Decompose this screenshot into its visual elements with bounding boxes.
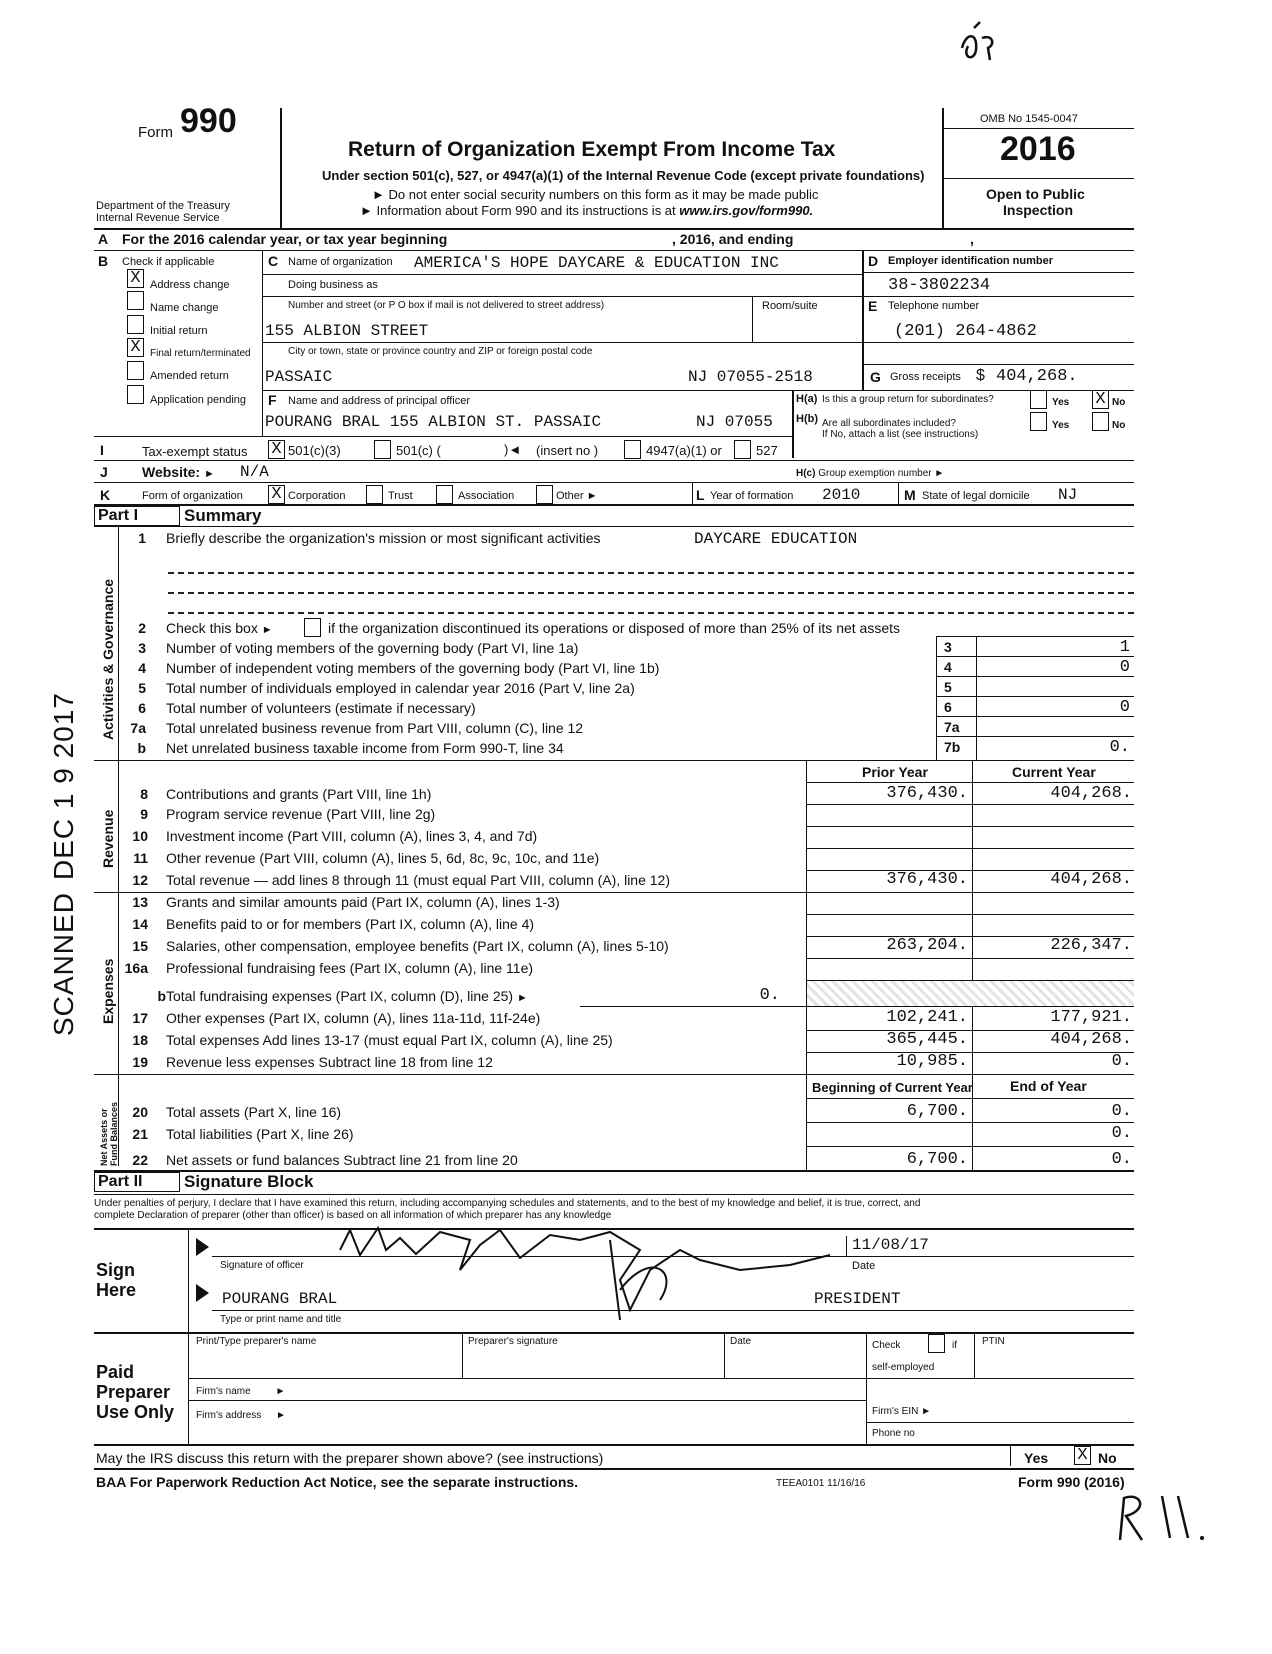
side-label-rev: Revenue <box>100 809 116 868</box>
row-a-text: For the 2016 calendar year, or tax year beginning <box>122 231 448 247</box>
501c-close: )◄ <box>504 442 522 457</box>
hc-text: H(c) Group exemption number ► <box>796 468 945 479</box>
line-14-num: 14 <box>132 916 148 932</box>
col-end-year: End of Year <box>1010 1078 1087 1094</box>
initial-return-checkbox[interactable] <box>127 315 144 334</box>
signature-officer-label: Signature of officer <box>220 1260 304 1271</box>
col-prior-year: Prior Year <box>862 764 928 780</box>
discuss-no-label: No <box>1098 1450 1117 1466</box>
line-3-num: 3 <box>138 640 146 656</box>
527-checkbox[interactable] <box>734 440 751 459</box>
discuss-question: May the IRS discuss this return with the preparer shown above? (see instructions) <box>96 1450 604 1466</box>
other-label: Other ► <box>556 490 598 502</box>
line-1-value: DAYCARE EDUCATION <box>694 530 858 548</box>
initial-return-label: Initial return <box>150 325 208 337</box>
line-7a-text: Total unrelated business revenue from Part VIII, column (C), line 12 <box>166 720 584 736</box>
name-arrow-icon <box>196 1284 209 1302</box>
line-18-num: 18 <box>132 1032 148 1048</box>
line-9-text: Program service revenue (Part VIII, line 2g) <box>166 806 436 822</box>
firm-address-label: Firm's address ► <box>196 1410 286 1421</box>
part2-tab: Part II <box>94 1172 180 1192</box>
part1-tab: Part I <box>94 506 180 526</box>
website-label: Website: ► <box>142 464 215 480</box>
row-j-letter: J <box>100 464 108 480</box>
paid-label-3: Use Only <box>96 1402 175 1422</box>
footer-paperwork-notice: BAA For Paperwork Reduction Act Notice, see the separate instructions. <box>96 1474 579 1490</box>
line-10-num: 10 <box>132 828 148 844</box>
line-7b-num: b <box>137 740 146 756</box>
scanned-stamp: SCANNED <box>48 892 79 1036</box>
row-a-comma: , <box>970 231 974 247</box>
ssn-notice: ► Do not enter social security numbers on this form as it may be made public <box>372 187 819 202</box>
corporation-label: Corporation <box>288 490 346 502</box>
line-12-prior: 376,430. <box>886 870 968 889</box>
hb-yes-checkbox[interactable] <box>1030 412 1047 431</box>
declaration-line1: Under penalties of perjury, I declare that I have examined this return, including accompanying schedules and statements, and to the best of my knowledge and belief, it is true, correct, and <box>94 1198 921 1209</box>
side-label-net1: Net Assets or <box>99 1108 109 1166</box>
insert-no-label: (insert no ) <box>536 443 599 458</box>
line-3-box: 3 <box>944 639 952 655</box>
line-7b-text: Net unrelated business taxable income from Form 990-T, line 34 <box>166 740 564 756</box>
paid-label-2: Preparer <box>96 1382 171 1402</box>
line-13-text: Grants and similar amounts paid (Part IX, column (A), lines 1-3) <box>166 894 560 910</box>
city-value: PASSAIC <box>265 368 333 386</box>
form-subtitle: Under section 501(c), 527, or 4947(a)(1) of the Internal Revenue Code (except private foundations) <box>322 168 925 183</box>
irs-link[interactable]: www.irs.gov/form990. <box>679 203 814 218</box>
final-return-label: Final return/terminated <box>150 348 251 359</box>
if-label: if <box>952 1340 957 1351</box>
col-beginning-year: Beginning of Current Year <box>812 1080 973 1095</box>
form-of-org-label: Form of organization <box>142 490 243 502</box>
arrow-right-icon: ► <box>372 187 385 202</box>
application-pending-label: Application pending <box>150 394 247 406</box>
footer-code: TEEA0101 11/16/16 <box>776 1478 866 1489</box>
501c-label: 501(c) ( <box>396 443 441 458</box>
ha-no-checkbox[interactable]: X <box>1092 390 1109 409</box>
officer-label: Name and address of principal officer <box>288 395 471 407</box>
line-5-text: Total number of individuals employed in calendar year 2016 (Part V, line 2a) <box>166 680 635 696</box>
hb-label: H(b) <box>796 413 818 425</box>
info-notice: ► Information about Form 990 and its instructions is at www.irs.gov/form990. <box>360 203 814 218</box>
amended-return-checkbox[interactable] <box>127 361 144 380</box>
line-17-num: 17 <box>132 1010 148 1026</box>
officer-signature <box>320 1210 840 1330</box>
line-11-text: Other revenue (Part VIII, column (A), lines 5, 6d, 8c, 9c, 10c, and 11e) <box>166 850 600 866</box>
preparer-date-label: Date <box>730 1336 752 1347</box>
self-employed-label: self-employed <box>872 1362 935 1373</box>
line-8-text: Contributions and grants (Part VIII, line 1h) <box>166 786 432 802</box>
section-b-label: Check if applicable <box>122 256 215 268</box>
line-3-text: Number of voting members of the governing body (Part VI, line 1a) <box>166 640 579 656</box>
line-7a-box: 7a <box>944 719 960 735</box>
line-17-current: 177,921. <box>1050 1008 1132 1027</box>
officer-title-value: PRESIDENT <box>814 1290 901 1308</box>
section-b-letter: B <box>98 253 109 269</box>
row-a-middle: , 2016, and ending <box>672 231 794 247</box>
line-4-num: 4 <box>138 660 146 676</box>
phone-label: Telephone number <box>888 300 980 312</box>
ein-label: Employer identification number <box>888 255 1054 267</box>
line-19-text: Revenue less expenses Subtract line 18 from line 12 <box>166 1054 493 1070</box>
trust-label: Trust <box>388 490 413 502</box>
line-8-prior: 376,430. <box>886 784 968 803</box>
line-6-num: 6 <box>138 700 146 716</box>
line-6-text: Total number of volunteers (estimate if necessary) <box>166 700 476 716</box>
handwritten-mark-bottom <box>1112 1488 1212 1548</box>
section-d-letter: D <box>868 253 879 269</box>
discuss-yes-label: Yes <box>1024 1450 1049 1466</box>
line-6-value: 0 <box>1119 698 1130 717</box>
final-return-checkbox[interactable]: X <box>127 338 144 357</box>
arrow-right-icon: ► <box>203 468 215 480</box>
side-label-net2: Fund Balances <box>109 1101 119 1166</box>
application-pending-checkbox[interactable] <box>127 385 144 404</box>
line-7b-box: 7b <box>944 739 961 755</box>
line-17-prior: 102,241. <box>886 1008 968 1027</box>
self-employed-checkbox[interactable] <box>928 1334 945 1353</box>
formation-label: Year of formation <box>710 490 794 502</box>
tax-year: 2016 <box>1000 130 1076 168</box>
line-5-box: 5 <box>944 679 952 695</box>
line-20-prior: 6,700. <box>906 1102 968 1121</box>
city-label: City or town, state or province country and ZIP or foreign postal code <box>288 346 593 357</box>
ha-text: Is this a group return for subordinates? <box>822 394 994 405</box>
association-checkbox[interactable] <box>436 485 453 504</box>
sign-date-value: 11/08/17 <box>852 1236 929 1254</box>
line-2-checkbox[interactable] <box>304 618 321 637</box>
line-12-num: 12 <box>132 872 148 888</box>
tax-exempt-label: Tax-exempt status <box>142 444 248 459</box>
formation-value: 2010 <box>822 486 861 504</box>
arrow-right-icon: ► <box>516 992 528 1004</box>
line-15-current: 226,347. <box>1050 936 1132 955</box>
line-15-text: Salaries, other compensation, employee benefits (Part IX, column (A), lines 5-10) <box>166 938 669 954</box>
sign-arrow-icon <box>196 1238 209 1256</box>
line-10-text: Investment income (Part VIII, column (A), lines 3, 4, and 7d) <box>166 828 538 844</box>
part2-title: Signature Block <box>184 1172 314 1191</box>
street-label: Number and street (or P O box if mail is not delivered to street address) <box>288 300 605 311</box>
501c3-checkbox[interactable]: X <box>268 440 285 459</box>
line-4-text: Number of independent voting members of the governing body (Part VI, line 1b) <box>166 660 660 676</box>
line-18-current: 404,268. <box>1050 1030 1132 1049</box>
website-value: N/A <box>240 463 269 481</box>
line-16a-text: Professional fundraising fees (Part IX, column (A), line 11e) <box>166 960 534 976</box>
527-label: 527 <box>756 443 778 458</box>
line-2-num: 2 <box>138 620 146 636</box>
row-a-letter: A <box>98 231 109 247</box>
arrow-right-icon: ► <box>360 203 373 218</box>
section-c-letter: C <box>268 253 279 269</box>
line-8-current: 404,268. <box>1050 784 1132 803</box>
line-4-value: 0 <box>1119 658 1130 677</box>
line-15-prior: 263,204. <box>886 936 968 955</box>
sign-label-2: Here <box>96 1280 137 1300</box>
sign-label-1: Sign <box>96 1260 135 1280</box>
arrow-right-icon: ► <box>921 1406 932 1417</box>
side-label-gov: Activities & Governance <box>100 578 116 740</box>
line-2-text-a: Check this box ► <box>166 620 273 636</box>
preparer-name-label: Print/Type preparer's name <box>196 1336 317 1347</box>
ha-no-label: No <box>1112 397 1126 408</box>
ein-value: 38-3802234 <box>888 276 991 295</box>
row-k-letter: K <box>100 487 111 503</box>
footer-form-ref: Form 990 (2016) <box>1018 1474 1125 1490</box>
hb-no-label: No <box>1112 420 1126 431</box>
scanned-date-stamp: DEC 1 9 2017 <box>48 692 79 880</box>
org-name-label: Name of organization <box>288 256 393 268</box>
form-title: Return of Organization Exempt From Income Tax <box>348 138 836 161</box>
gross-receipts-currency: $ <box>976 367 985 384</box>
corporation-checkbox[interactable]: X <box>268 485 285 504</box>
hb-yes-label: Yes <box>1052 420 1070 431</box>
arrow-right-icon: ► <box>934 468 945 479</box>
line-13-num: 13 <box>132 894 148 910</box>
line-21-current: 0. <box>1111 1124 1132 1143</box>
check-label: Check <box>872 1340 901 1351</box>
dba-label: Doing business as <box>288 279 378 291</box>
state-zip-value: NJ 07055-2518 <box>688 368 813 386</box>
line-12-text: Total revenue — add lines 8 through 11 (must equal Part VIII, column (A), line 12) <box>166 872 670 888</box>
address-change-label: Address change <box>150 279 230 291</box>
line-3-value: 1 <box>1119 638 1130 657</box>
4947-label: 4947(a)(1) or <box>646 443 722 458</box>
discuss-no-checkbox[interactable]: X <box>1074 1446 1091 1465</box>
line-14-text: Benefits paid to or for members (Part IX, column (A), line 4) <box>166 916 535 932</box>
irs-name: Internal Revenue Service <box>96 212 220 224</box>
section-g-letter: G <box>870 369 881 385</box>
gross-receipts-value: 404,268. <box>996 367 1078 386</box>
line-21-num: 21 <box>132 1126 148 1142</box>
line-1-num: 1 <box>138 530 146 546</box>
officer-state-zip: NJ 07055 <box>696 413 773 431</box>
hb-no-checkbox[interactable] <box>1092 412 1109 431</box>
address-change-checkbox[interactable]: X <box>127 269 144 288</box>
arrow-right-icon: ► <box>261 624 273 636</box>
name-title-label: Type or print name and title <box>220 1314 342 1325</box>
firm-ein-label: Firm's EIN ► <box>872 1406 932 1417</box>
line-16b-num: b <box>157 988 166 1004</box>
501c3-label: 501(c)(3) <box>288 443 341 458</box>
line-16b-value: 0. <box>759 986 780 1005</box>
line-21-text: Total liabilities (Part X, line 26) <box>166 1126 354 1142</box>
section-e-letter: E <box>868 298 878 314</box>
arrow-right-icon: ► <box>586 490 598 502</box>
line-2-text-b: if the organization discontinued its operations or disposed of more than 25% of its net assets <box>328 620 901 636</box>
4947-checkbox[interactable] <box>624 440 641 459</box>
officer-value: POURANG BRAL 155 ALBION ST. PASSAIC <box>265 413 602 431</box>
line-20-num: 20 <box>132 1104 148 1120</box>
line-4-box: 4 <box>944 659 952 675</box>
line-9-num: 9 <box>140 806 148 822</box>
line-5-num: 5 <box>138 680 146 696</box>
line-22-prior: 6,700. <box>906 1150 968 1169</box>
open-public: Open to Public <box>986 186 1085 202</box>
col-current-year: Current Year <box>1012 764 1096 780</box>
name-change-label: Name change <box>150 302 219 314</box>
line-20-current: 0. <box>1111 1102 1132 1121</box>
line-7a-num: 7a <box>130 720 146 736</box>
line-18-prior: 365,445. <box>886 1030 968 1049</box>
line-20-text: Total assets (Part X, line 16) <box>166 1104 342 1120</box>
room-label: Room/suite <box>762 300 818 312</box>
trust-checkbox[interactable] <box>366 485 383 504</box>
line-12-current: 404,268. <box>1050 870 1132 889</box>
association-label: Association <box>458 490 515 502</box>
officer-name-value: POURANG BRAL <box>222 1290 338 1308</box>
line-17-text: Other expenses (Part IX, column (A), lines 11a-11d, 11f-24e) <box>166 1010 541 1026</box>
phone-value: (201) 264-4862 <box>894 322 1037 341</box>
side-label-exp: Expenses <box>100 958 116 1024</box>
row-i-letter: I <box>100 442 104 458</box>
preparer-signature-label: Preparer's signature <box>468 1336 558 1347</box>
part1-title: Summary <box>184 506 262 525</box>
line-19-prior: 10,985. <box>896 1052 968 1071</box>
ha-label: H(a) <box>796 393 818 405</box>
line-6-box: 6 <box>944 699 952 715</box>
shaded-cell <box>807 981 1134 1007</box>
declaration-line2: complete Declaration of preparer (other than officer) is based on all information of which preparer has any knowledge <box>94 1210 612 1221</box>
paid-label-1: Paid <box>96 1362 135 1382</box>
line-16a-num: 16a <box>124 960 148 976</box>
line-22-num: 22 <box>132 1152 148 1168</box>
handwritten-mark-top <box>952 18 1012 68</box>
501c-checkbox[interactable] <box>374 440 391 459</box>
arrow-right-icon: ► <box>276 1410 286 1421</box>
line-15-num: 15 <box>132 938 148 954</box>
line-22-text: Net assets or fund balances Subtract line 21 from line 20 <box>166 1152 518 1168</box>
ha-yes-label: Yes <box>1052 397 1070 408</box>
line-8-num: 8 <box>140 786 148 802</box>
form-prefix: Form <box>138 124 173 141</box>
domicile-value: NJ <box>1058 486 1078 504</box>
domicile-label: State of legal domicile <box>922 490 1030 502</box>
line-19-current: 0. <box>1111 1052 1132 1071</box>
line-18-text: Total expenses Add lines 13-17 (must equal Part IX, column (A), line 25) <box>166 1032 613 1048</box>
line-19-num: 19 <box>132 1054 148 1070</box>
phone-no-label: Phone no <box>872 1428 915 1439</box>
line-22-current: 0. <box>1111 1150 1132 1169</box>
form-number: 990 <box>180 102 237 140</box>
ptin-label: PTIN <box>982 1336 1005 1347</box>
gross-receipts-label: Gross receipts <box>890 371 961 383</box>
sign-date-label: Date <box>852 1260 876 1272</box>
line-11-num: 11 <box>133 850 148 866</box>
arrow-left-icon: ◄ <box>508 442 522 457</box>
omb-number: OMB No 1545-0047 <box>980 113 1078 125</box>
street-value: 155 ALBION STREET <box>265 322 429 340</box>
line-1-text: Briefly describe the organization's mission or most significant activities <box>166 530 601 546</box>
section-f-letter: F <box>268 392 277 408</box>
firm-name-label: Firm's name ► <box>196 1386 286 1397</box>
dept-treasury: Department of the Treasury <box>96 200 230 212</box>
org-name-value: AMERICA'S HOPE DAYCARE & EDUCATION INC <box>414 254 779 272</box>
hb-text2: If No, attach a list (see instructions) <box>822 429 979 440</box>
amended-return-label: Amended return <box>150 370 229 382</box>
line-7b-value: 0. <box>1109 738 1130 757</box>
name-change-checkbox[interactable] <box>127 291 144 310</box>
line-16b-text: Total fundraising expenses (Part IX, column (D), line 25) ► <box>166 988 528 1004</box>
inspection: Inspection <box>1003 202 1074 218</box>
other-checkbox[interactable] <box>536 485 553 504</box>
hb-text1: Are all subordinates included? <box>822 418 956 429</box>
row-l-letter: L <box>696 487 705 503</box>
row-m-letter: M <box>904 487 916 503</box>
ha-yes-checkbox[interactable] <box>1030 390 1047 409</box>
arrow-right-icon: ► <box>275 1386 286 1397</box>
